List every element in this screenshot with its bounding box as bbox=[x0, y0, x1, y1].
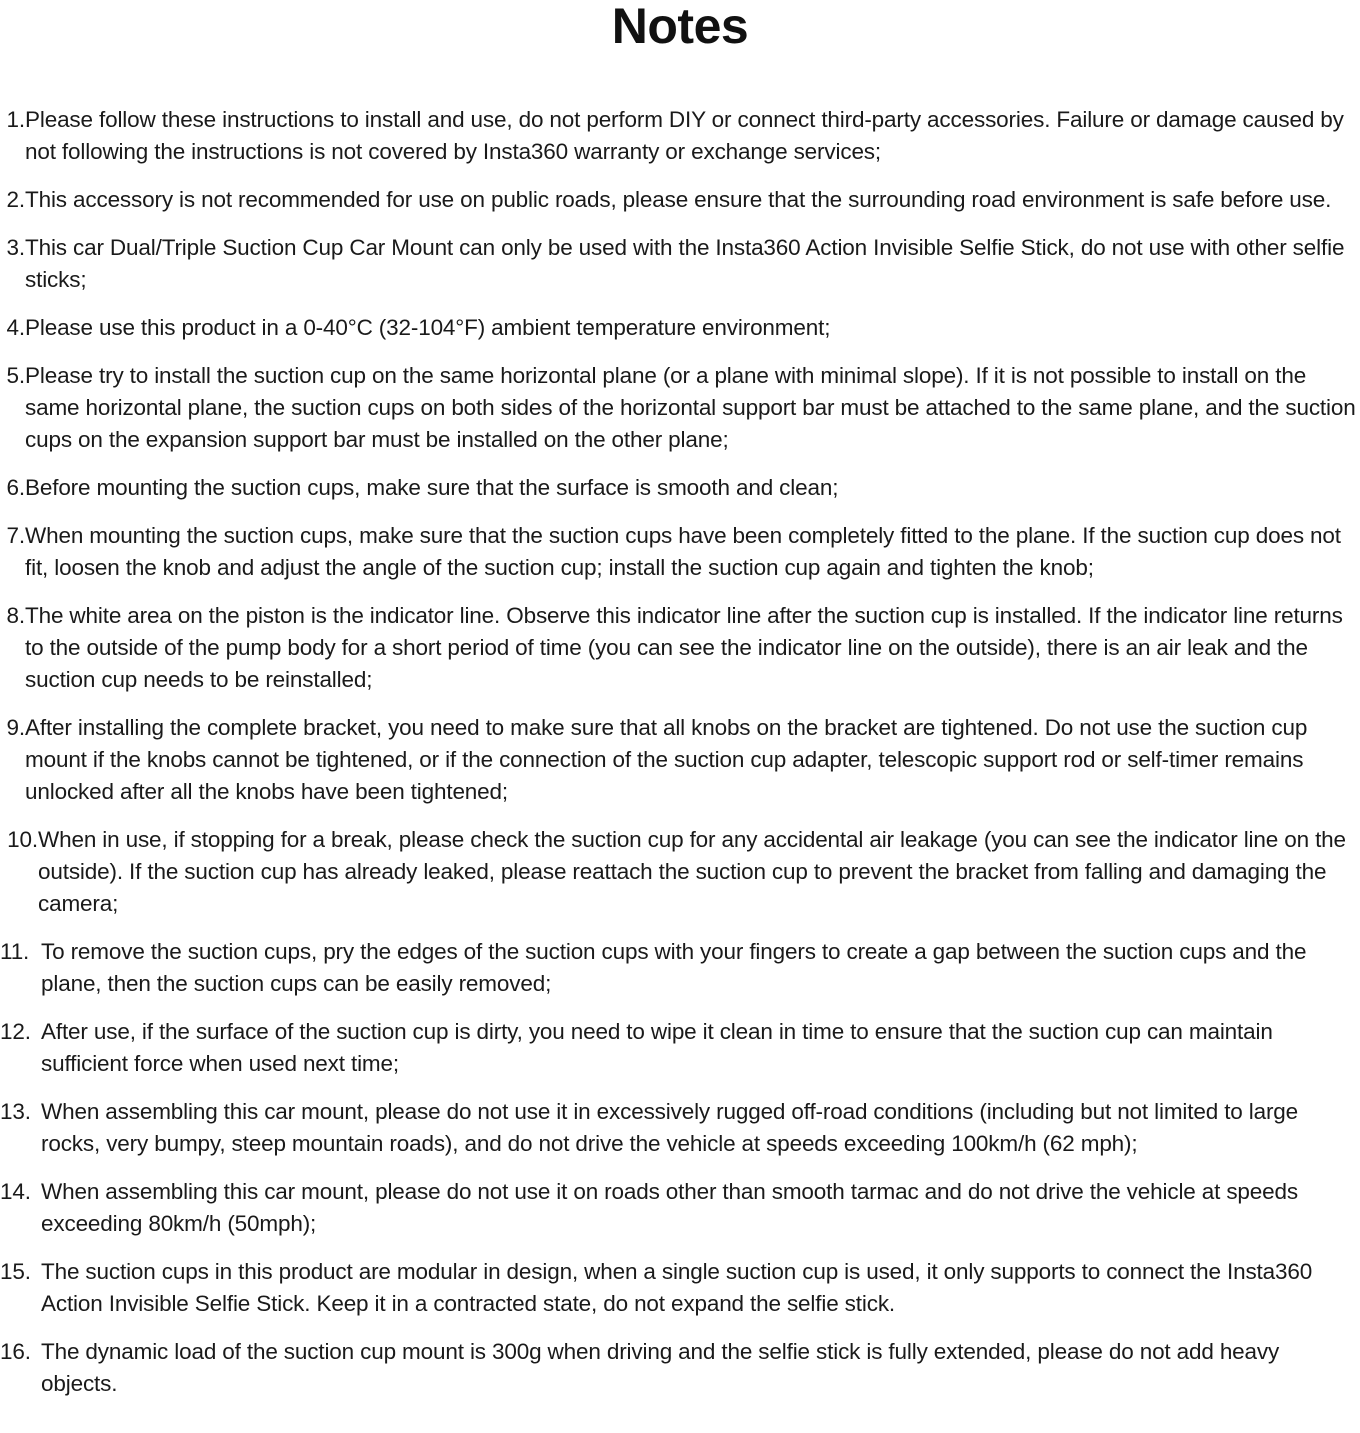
note-number: 8. bbox=[6, 603, 25, 628]
note-text: When assembling this car mount, please do not use it on roads other than smooth tarmac and do not drive the vehicle at speeds exceeding 80km/h (50mph); bbox=[41, 1179, 1298, 1236]
note-item bbox=[0, 1176, 1360, 1240]
note-number: 12. bbox=[0, 1019, 31, 1044]
note-text: The white area on the piston is the indicator line. Observe this indicator line after the suction cup is installed. If the indicator line returns to the outside of the pump body for a short period of time (you can see the indicator line on the outside), there is an air leak and the suction cup needs to be reinstalled; bbox=[25, 603, 1343, 692]
note-item bbox=[0, 520, 1360, 584]
note-number: 10. bbox=[7, 827, 38, 852]
note-number: 15. bbox=[0, 1259, 31, 1284]
note-number: 16. bbox=[0, 1339, 31, 1364]
note-text: After installing the complete bracket, you need to make sure that all knobs on the bracket are tightened. Do not use the suction cup mount if the knobs cannot be tightened, or if the connection of the suction cup adapter, telescopic support rod or self-timer remains unlocked after all the knobs have been tightened; bbox=[25, 715, 1308, 804]
note-item bbox=[0, 600, 1360, 696]
note-text: Please follow these instructions to install and use, do not perform DIY or connect third-party accessories. Failure or damage caused by not following the instructions is not covered by Insta360 warranty or exchange services; bbox=[25, 107, 1344, 164]
note-number: 11. bbox=[0, 939, 30, 964]
note-item bbox=[0, 360, 1360, 456]
note-text: This car Dual/Triple Suction Cup Car Mount can only be used with the Insta360 Action Invisible Selfie Stick, do not use with other selfie sticks; bbox=[25, 235, 1345, 292]
note-number: 13. bbox=[0, 1099, 31, 1124]
note-text: Before mounting the suction cups, make sure that the surface is smooth and clean; bbox=[25, 475, 839, 500]
note-item bbox=[0, 232, 1360, 296]
page-title: Notes bbox=[611, 0, 749, 54]
note-text: When assembling this car mount, please do not use it in excessively rugged off-road conditions (including but not limited to large rocks, very bumpy, steep mountain roads), and do not drive the vehicle at speeds exceeding 100km/h (62 mph); bbox=[41, 1099, 1299, 1156]
note-item bbox=[0, 712, 1360, 808]
note-text: This accessory is not recommended for use on public roads, please ensure that the surrounding road environment is safe before use. bbox=[25, 187, 1332, 212]
note-item bbox=[0, 472, 1360, 504]
note-item bbox=[0, 104, 1360, 168]
note-text: The dynamic load of the suction cup mount is 300g when driving and the selfie stick is fully extended, please do not add heavy objects. bbox=[41, 1339, 1280, 1396]
note-text: When in use, if stopping for a break, please check the suction cup for any accidental air leakage (you can see the indicator line on the outside). If the suction cup has already leaked, please reattach the suction cup to prevent the bracket from falling and damaging the camera; bbox=[38, 827, 1346, 916]
note-number: 2. bbox=[6, 187, 25, 212]
note-item bbox=[0, 312, 1360, 344]
note-item bbox=[0, 1256, 1360, 1320]
note-number: 3. bbox=[6, 235, 25, 260]
note-item bbox=[0, 184, 1360, 216]
note-item bbox=[0, 1016, 1360, 1080]
note-item bbox=[0, 1336, 1360, 1400]
note-number: 7. bbox=[6, 523, 25, 548]
note-text: Please use this product in a 0-40°C (32-104°F) ambient temperature environment; bbox=[25, 315, 831, 340]
note-number: 4. bbox=[6, 315, 25, 340]
note-item bbox=[0, 824, 1360, 920]
note-number: 6. bbox=[6, 475, 25, 500]
note-text: To remove the suction cups, pry the edges of the suction cups with your fingers to create a gap between the suction cups and the plane, then the suction cups can be easily removed; bbox=[41, 939, 1307, 996]
note-text: Please try to install the suction cup on the same horizontal plane (or a plane with minimal slope). If it is not possible to install on the same horizontal plane, the suction cups on both sides of the horizontal support bar must be attached to the same plane, and the suction cups on the expansion support bar must be installed on the other plane; bbox=[25, 363, 1356, 452]
note-text: When mounting the suction cups, make sure that the suction cups have been completely fitted to the plane. If the suction cup does not fit, loosen the knob and adjust the angle of the suction cup; install the suction cup again and tighten the knob; bbox=[25, 523, 1341, 580]
note-item bbox=[0, 936, 1360, 1000]
note-number: 14. bbox=[0, 1179, 31, 1204]
note-text: The suction cups in this product are modular in design, when a single suction cup is used, it only supports to connect the Insta360 Action Invisible Selfie Stick. Keep it in a contracted state, do not expand the selfie stick. bbox=[41, 1259, 1313, 1316]
notes-list bbox=[0, 104, 1360, 1416]
note-text: After use, if the surface of the suction cup is dirty, you need to wipe it clean in time to ensure that the suction cup can maintain sufficient force when used next time; bbox=[41, 1019, 1273, 1076]
note-number: 5. bbox=[6, 363, 25, 388]
note-item bbox=[0, 1096, 1360, 1160]
note-number: 1. bbox=[6, 107, 25, 132]
note-number: 9. bbox=[6, 715, 25, 740]
